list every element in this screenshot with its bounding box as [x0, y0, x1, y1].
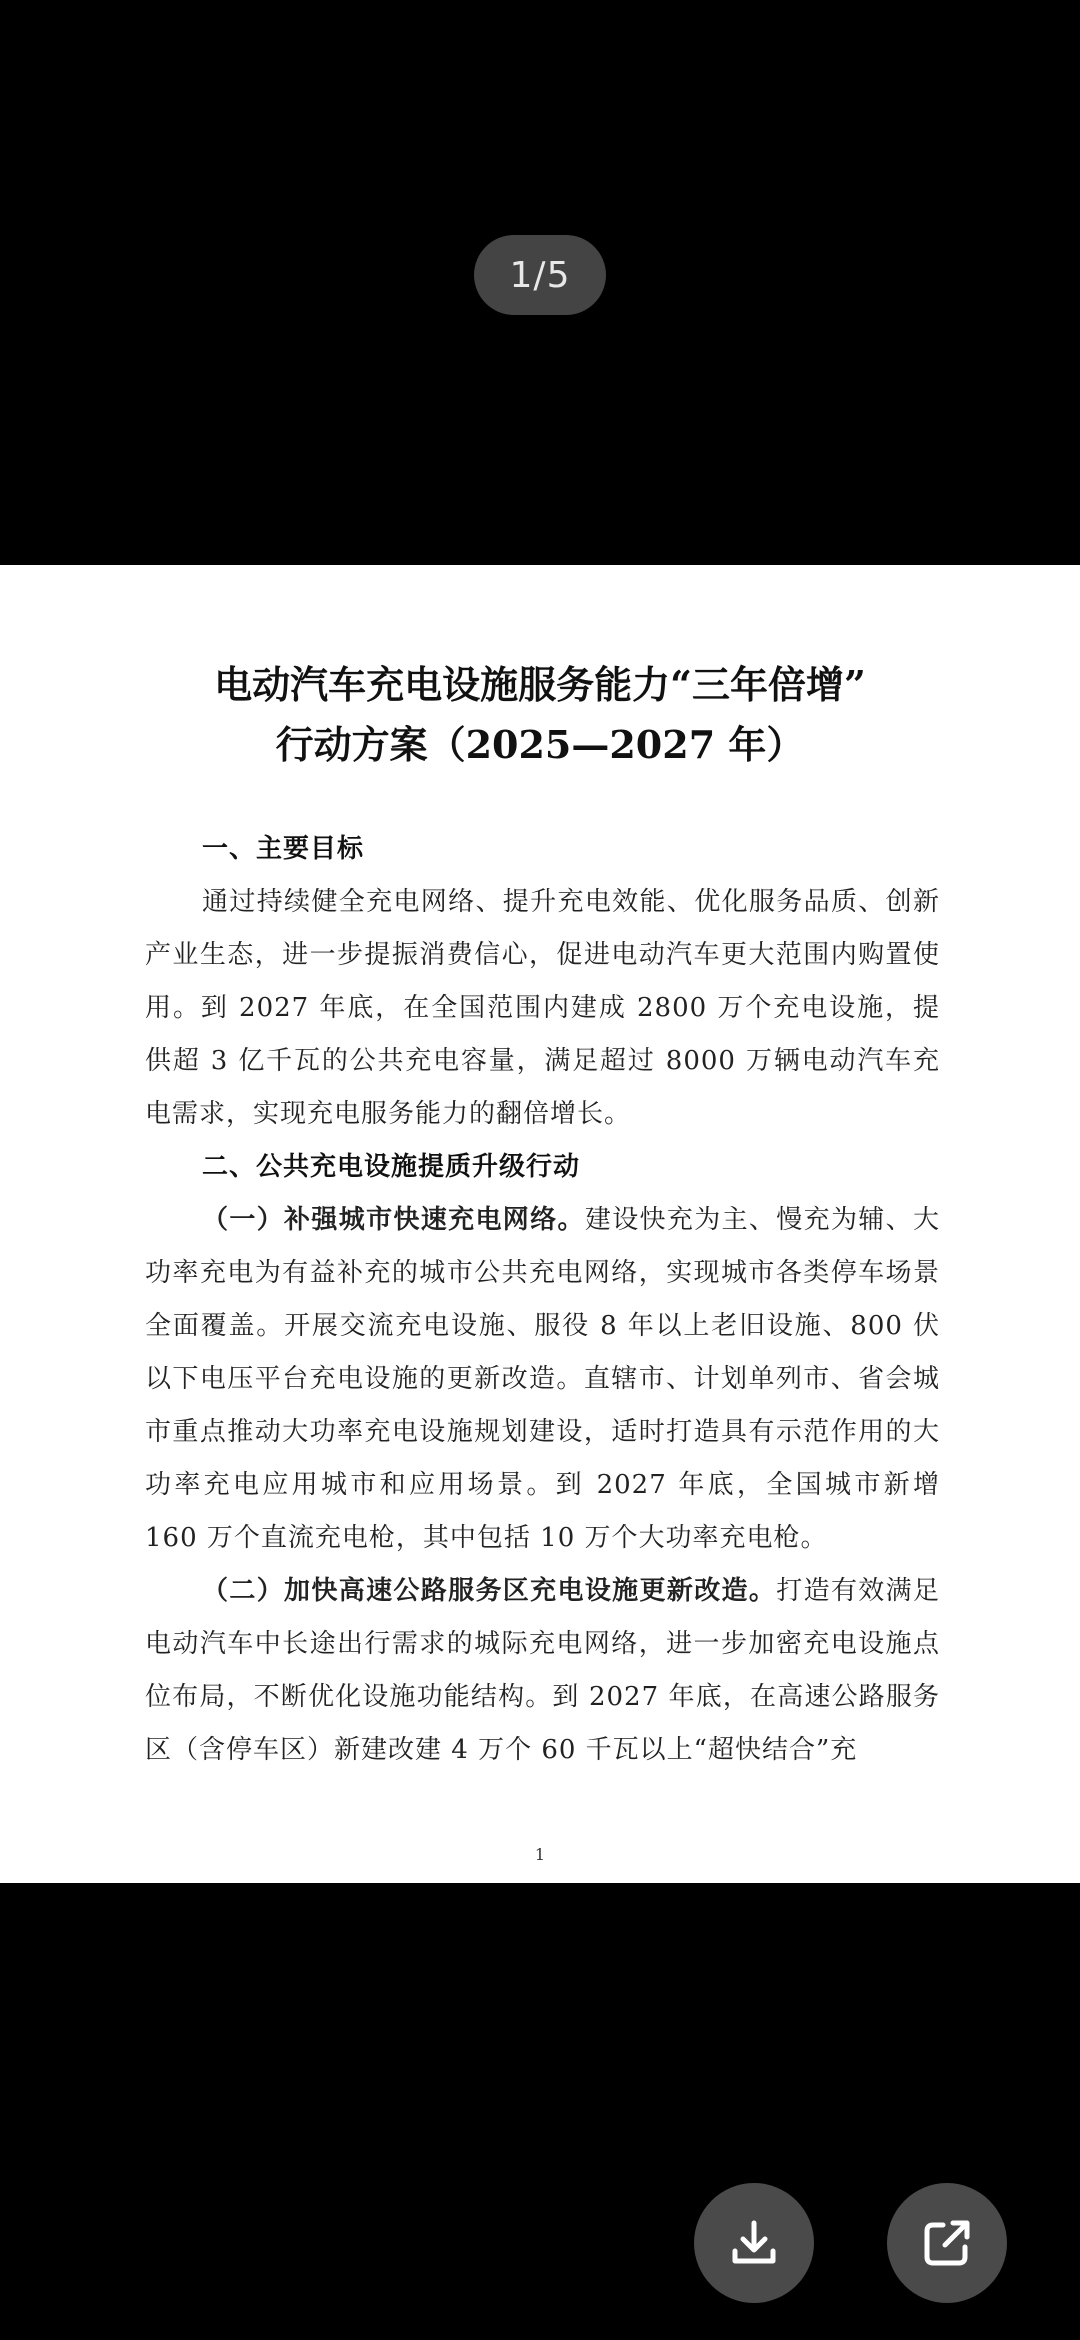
item2-text: 打造有效满足电动汽车中长途出行需求的城际充电网络，进一步加密充电设施点位布局，不断优化设施功能结构。到 2027 年底，在高速公路服务区（含停车区）新建改建 4 万个 60 千瓦以上“超快结合”充	[145, 1576, 940, 1765]
section1-paragraph: 通过持续健全充电网络、提升充电效能、优化服务品质、创新产业生态，进一步提振消费信心，促进电动汽车更大范围内购置使用。到 2027 年底，在全国范围内建成 2800 万个充电设施，提供超 3 亿千瓦的公共充电容量，满足超过 8000 万辆电动汽车充电需求，实现充电服务能力的翻倍增长。	[145, 887, 940, 1129]
download-button[interactable]	[694, 2183, 814, 2303]
section2-heading: 二、公共充电设施提质升级行动	[202, 1152, 581, 1182]
document-title-line1: 电动汽车充电设施服务能力“三年倍增”	[214, 662, 866, 707]
section1-heading: 一、主要目标	[202, 834, 365, 864]
share-external-icon	[919, 2215, 975, 2271]
item1-title: （一）补强城市快速充电网络。	[202, 1205, 585, 1235]
page-counter-text: 1/5	[509, 254, 571, 296]
document-page-image[interactable]	[0, 565, 1080, 1883]
item2-paragraph	[145, 1565, 940, 1777]
document-title	[0, 655, 1080, 775]
item1-text: 建设快充为主、慢充为辅、大功率充电为有益补充的城市公共充电网络，实现城市各类停车场景全面覆盖。开展交流充电设施、服役 8 年以上老旧设施、800 伏以下电压平台充电设施的更新改造。直辖市、计划单列市、省会城市重点推动大功率充电设施规划建设，适时打造具有示范作用的大功率充电应用城市和应用场景。到 2027 年底，全国城市新增 160 万个直流充电枪，其中包括 10 万个大功率充电枪。	[145, 1205, 940, 1553]
item1-paragraph	[145, 1194, 940, 1565]
download-icon	[726, 2215, 782, 2271]
document-title-line2: 行动方案（2025—2027 年）	[275, 722, 805, 767]
page-counter	[474, 235, 606, 315]
document-body	[145, 823, 940, 1777]
document-page-number: 1	[534, 1845, 546, 1864]
share-button[interactable]	[887, 2183, 1007, 2303]
item2-title: （二）加快高速公路服务区充电设施更新改造。	[202, 1576, 777, 1606]
